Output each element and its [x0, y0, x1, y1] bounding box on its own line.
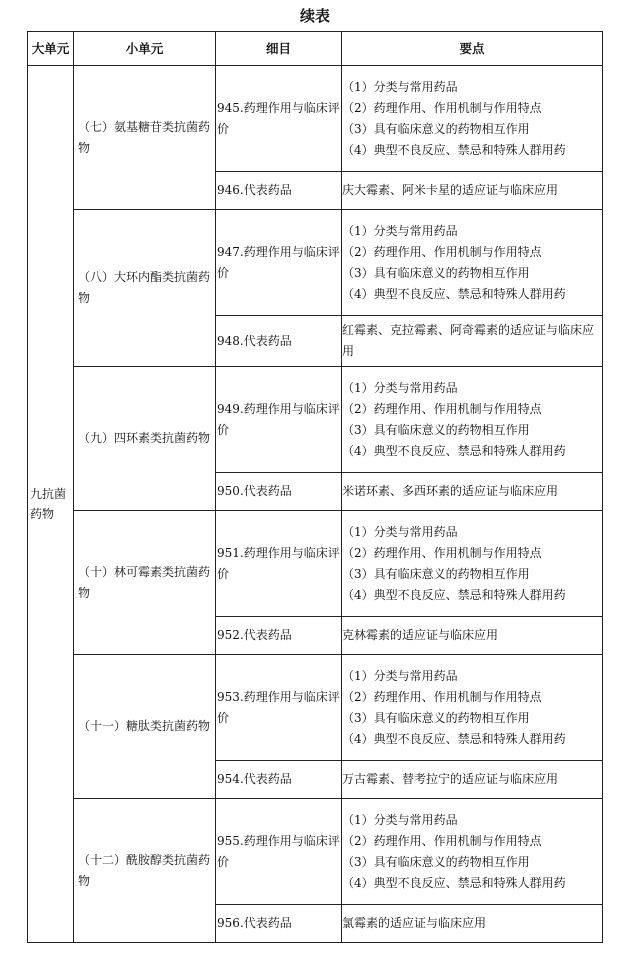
detail-cell: 950.代表药品: [216, 473, 342, 511]
key-point: 克林霉素的适应证与临床应用: [342, 628, 499, 642]
key-point: （3）具有临床意义的药物相互作用: [342, 265, 530, 280]
key-points-cell: [342, 655, 603, 761]
key-points-cell: [342, 473, 603, 511]
key-point: （1）分类与常用药品: [342, 524, 458, 539]
table-title: 续表: [299, 7, 330, 25]
key-points-cell: [342, 799, 603, 905]
sub-unit-cell: （十）林可霉素类抗菌药物: [74, 511, 216, 655]
key-points-cell: [342, 511, 603, 617]
detail-cell: 952.代表药品: [216, 617, 342, 655]
key-points-cell: [342, 367, 603, 473]
detail-cell: 956.代表药品: [216, 905, 342, 943]
key-point: （1）分类与常用药品: [342, 79, 458, 94]
detail-cell: 953.药理作用与临床评价: [216, 655, 342, 761]
sub-unit-cell: （十一）糖肽类抗菌药物: [74, 655, 216, 799]
key-point: （4）典型不良反应、禁忌和特殊人群用药: [342, 142, 566, 157]
key-points-cell: [342, 905, 603, 943]
sub-unit-cell: （九）四环素类抗菌药物: [74, 367, 216, 511]
detail-cell: 955.药理作用与临床评价: [216, 799, 342, 905]
key-point: （2）药理作用、作用机制与作用特点: [342, 244, 542, 259]
key-point: （2）药理作用、作用机制与作用特点: [342, 100, 542, 115]
table-body: [28, 66, 603, 943]
key-point: （2）药理作用、作用机制与作用特点: [342, 545, 542, 560]
key-point: （4）典型不良反应、禁忌和特殊人群用药: [342, 286, 566, 301]
key-point: （4）典型不良反应、禁忌和特殊人群用药: [342, 875, 566, 890]
sub-unit-cell: （十二）酰胺醇类抗菌药物: [74, 799, 216, 943]
syllabus-table: [27, 31, 603, 943]
header-major-unit: 大单元: [28, 32, 74, 66]
key-point: （2）药理作用、作用机制与作用特点: [342, 689, 542, 704]
detail-cell: 954.代表药品: [216, 761, 342, 799]
key-point: （4）典型不良反应、禁忌和特殊人群用药: [342, 587, 566, 602]
key-point: （4）典型不良反应、禁忌和特殊人群用药: [342, 443, 566, 458]
key-point: （3）具有临床意义的药物相互作用: [342, 566, 530, 581]
table-row: [28, 367, 603, 473]
key-point: （3）具有临床意义的药物相互作用: [342, 710, 530, 725]
detail-cell: 948.代表药品: [216, 316, 342, 367]
major-unit-cell: 九抗菌药物: [28, 66, 74, 943]
key-point: （1）分类与常用药品: [342, 668, 458, 683]
sub-unit-cell: （七）氨基糖苷类抗菌药物: [74, 66, 216, 210]
key-point: （3）具有临床意义的药物相互作用: [342, 422, 530, 437]
key-point: 庆大霉素、阿米卡星的适应证与临床应用: [342, 183, 559, 197]
key-point: （4）典型不良反应、禁忌和特殊人群用药: [342, 731, 566, 746]
key-point: 氯霉素的适应证与临床应用: [342, 916, 487, 930]
detail-cell: 945.药理作用与临床评价: [216, 66, 342, 172]
key-point: （2）药理作用、作用机制与作用特点: [342, 401, 542, 416]
key-point: 米诺环素、多西环素的适应证与临床应用: [342, 484, 559, 498]
table-row: [28, 799, 603, 905]
table-row: [28, 511, 603, 617]
key-point: （3）具有临床意义的药物相互作用: [342, 854, 530, 869]
header-detail: 细目: [216, 32, 342, 66]
key-point: （3）具有临床意义的药物相互作用: [342, 121, 530, 136]
table-row: [28, 210, 603, 316]
key-points-cell: [342, 617, 603, 655]
table-row: [28, 655, 603, 761]
table-row: [28, 66, 603, 172]
key-points-cell: [342, 172, 603, 210]
sub-unit-cell: （八）大环内酯类抗菌药物: [74, 210, 216, 367]
key-point: （1）分类与常用药品: [342, 812, 458, 827]
key-point: （1）分类与常用药品: [342, 380, 458, 395]
key-point: 万古霉素、替考拉宁的适应证与临床应用: [342, 772, 559, 786]
detail-cell: 951.药理作用与临床评价: [216, 511, 342, 617]
key-point: （2）药理作用、作用机制与作用特点: [342, 833, 542, 848]
header-key-points: 要点: [342, 32, 603, 66]
detail-cell: 949.药理作用与临床评价: [216, 367, 342, 473]
header-sub-unit: 小单元: [74, 32, 216, 66]
detail-cell: 946.代表药品: [216, 172, 342, 210]
key-points-cell: [342, 66, 603, 172]
key-point: （1）分类与常用药品: [342, 223, 458, 238]
detail-cell: 947.药理作用与临床评价: [216, 210, 342, 316]
header-row: [28, 32, 603, 66]
key-points-cell: [342, 210, 603, 316]
key-points-cell: [342, 316, 603, 367]
key-points-cell: [342, 761, 603, 799]
key-point: 红霉素、克拉霉素、阿奇霉素的适应证与临床应用: [342, 323, 595, 358]
